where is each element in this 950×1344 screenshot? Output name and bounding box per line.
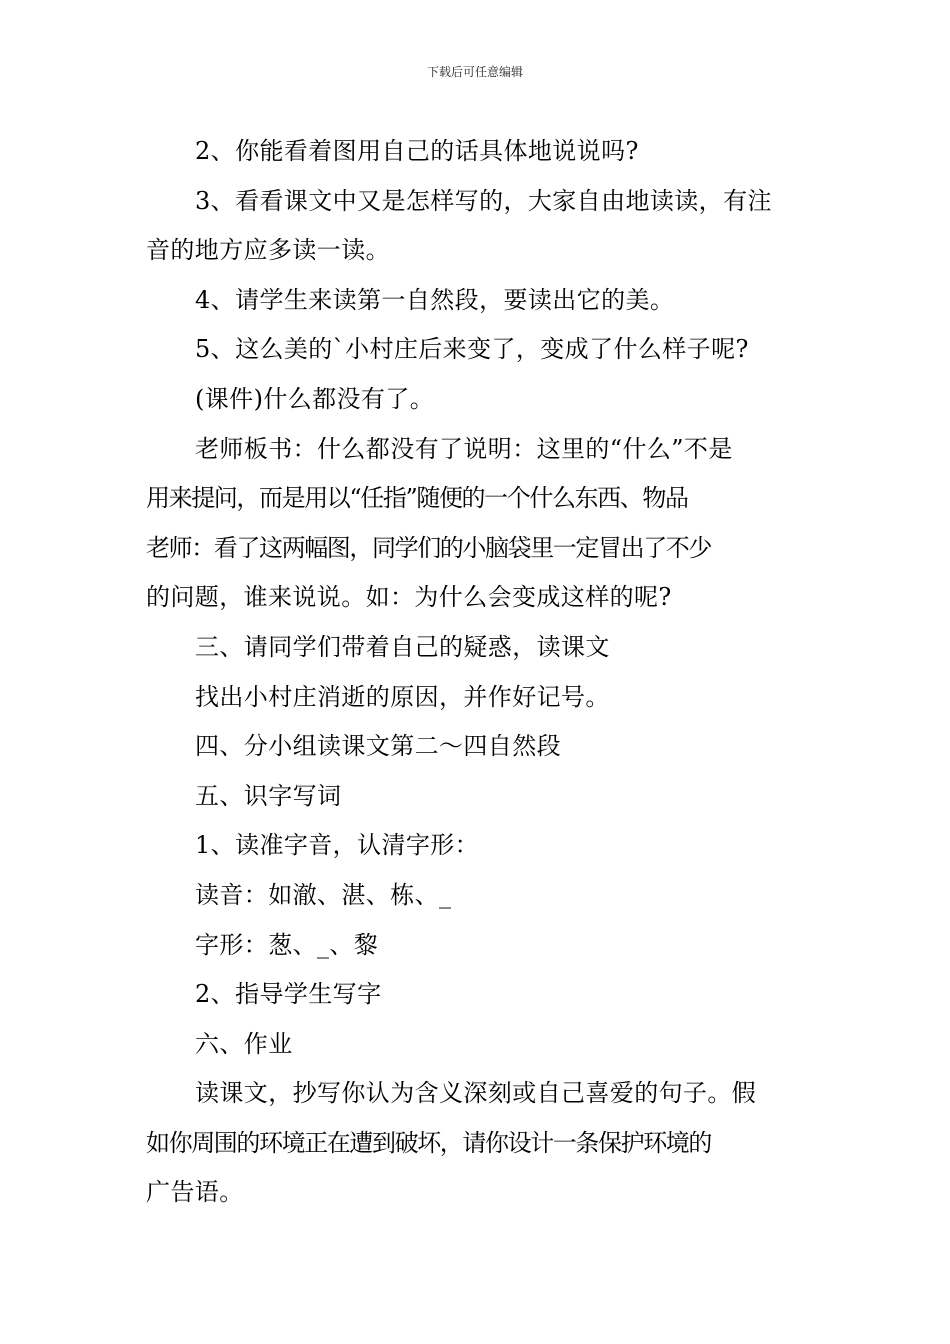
paragraph-line: 4、请学生来读第一自然段，要读出它的美。 — [195, 285, 675, 314]
paragraph-line: 2、指导学生写字 — [195, 980, 382, 1009]
section-heading: 三、请同学们带着自己的疑惑，读课文 — [195, 632, 610, 661]
section-heading: 五、识字写词 — [195, 781, 342, 810]
paragraph-line: (课件)什么都没有了。 — [195, 384, 435, 413]
paragraph-line: 老师板书：什么都没有了说明：这里的“什么”不是 — [195, 434, 733, 463]
paragraph-line: 5、这么美的`小村庄后来变了，变成了什么样子呢? — [195, 335, 749, 364]
paragraph-line: 字形：葱、_、黎 — [195, 930, 379, 959]
section-heading: 四、分小组读课文第二～四自然段 — [195, 732, 561, 761]
paragraph-line: 老师：看了这两幅图，同学们的小脑袋里一定冒出了不少 — [146, 533, 711, 562]
paragraph-line: 的问题，谁来说说。如：为什么会变成这样的呢? — [146, 583, 672, 612]
section-heading: 六、作业 — [195, 1029, 293, 1058]
paragraph-line: 读音：如澈、湛、栋、_ — [195, 880, 452, 909]
paragraph-line: 用来提问，而是用以“任指”随便的一个什么东西、物品 — [146, 484, 688, 513]
page-header-note: 下载后可任意编辑 — [426, 65, 523, 79]
paragraph-line: 读课文，抄写你认为含义深刻或自己喜爱的句子。假 — [195, 1079, 757, 1108]
paragraph-line: 广告语。 — [146, 1178, 244, 1207]
paragraph-line: 3、看看课文中又是怎样写的，大家自由地读读，有注 — [195, 186, 772, 215]
paragraph-line: 如你周围的环境正在遭到破坏，请你设计一条保护环境的 — [146, 1128, 711, 1157]
paragraph-line: 2、你能看着图用自己的话具体地说说吗? — [195, 137, 639, 165]
document-body — [146, 127, 808, 1218]
paragraph-line: 音的地方应多读一读。 — [146, 236, 390, 265]
paragraph-line: 1、读准字音，认清字形： — [195, 831, 480, 860]
paragraph-line: 找出小村庄消逝的原因，并作好记号。 — [195, 682, 610, 711]
